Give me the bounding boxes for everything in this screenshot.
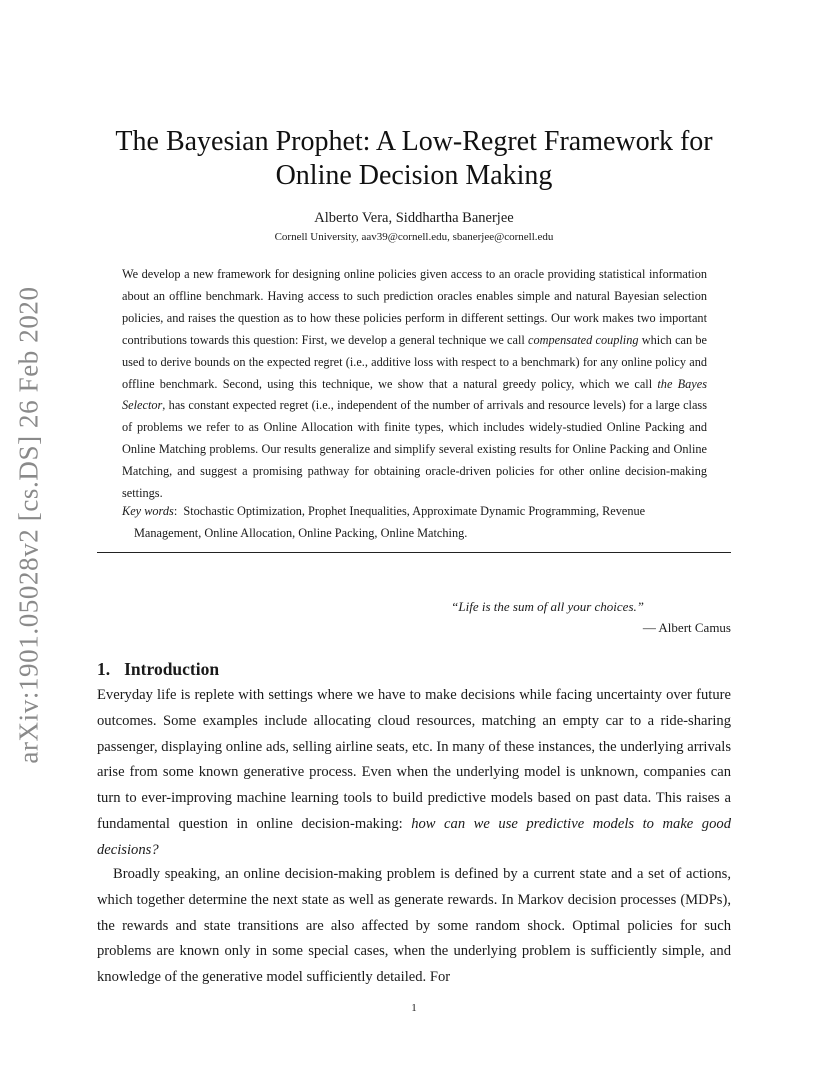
section-number: 1. [97,659,111,679]
keywords-line-2: Management, Online Allocation, Online Packing, Online Matching. [134,526,468,540]
section-heading [97,659,219,680]
epigraph-author: — Albert Camus [642,620,731,635]
abstract-text-1: We develop a new framework for designing online policies given access to an oracle providing statistical information about an offline benchmark. Having access to such prediction oracles enables simple and natural Bayesian selection policies, and raises the question as to how these policies perform in different settings. Our work makes two important contributions towards this question: First, we develop a general technique we call [122,267,707,347]
intro-paragraph-1-emphasis: how can we use predictive models to make good decisions? [97,815,731,858]
abstract-emphasis-1: compensated coupling [528,332,639,347]
paper-title-line-2: Online Decision Making [275,160,553,191]
paper-title [80,125,748,193]
author-names: Alberto Vera, Siddhartha Banerjee [314,210,514,226]
abstract-divider [97,552,731,553]
paper-title-line-1: The Bayesian Prophet: A Low-Regret Framework for [115,126,713,157]
abstract-text-2: which can be used to derive bounds on the expected regret (i.e., additive loss with respect to a benchmark) for any online policy and offline benchmark. Second, using this technique, we show that a natural greedy policy, which we call [122,332,707,391]
keywords: Key words: Stochastic Optimization, Prophet Inequalities, Approximate Dynamic Programming, Revenue Management, Online Allocation, Online Packing, Online Matching. [122,500,707,544]
page-number: 1 [411,1002,417,1014]
epigraph-quote: “Life is the sum of all your choices.” [451,599,644,614]
keywords-line-1: Stochastic Optimization, Prophet Inequalities, Approximate Dynamic Programming, Revenue [183,504,646,518]
keywords-label: Key words [122,504,174,518]
author-affiliation: Cornell University, aav39@cornell.edu, sbanerjee@cornell.edu [274,231,554,243]
abstract-text-3: , has constant expected regret (i.e., independent of the number of arrivals and resource levels) for a large class of problems we refer to as Online Allocation with finite types, which includes widely-studied Online Packing and Online Matching problems. Our results generalize and simplify several existing results for Online Packing and Online Matching, and suggest a promising pathway for obtaining oracle-driven policies for other online decision-making settings. [122,398,707,501]
intro-paragraph-1-text: Everyday life is replete with settings where we have to make decisions while facing uncertainty over future outcomes. Some examples include allocating cloud resources, matching an empty car to a ride-sharing passenger, displaying online ads, selling airline seats, etc. In many of these instances, the underlying arrivals arise from some known generative process. Even when the underlying model is unknown, companies can turn to ever-improving machine learning tools to build predictive models based on past data. This raises a fundamental question in online decision-making: [97,687,731,832]
abstract-emphasis-2: the Bayes Selector [122,376,707,413]
intro-paragraph-1 [97,683,731,864]
arxiv-identifier-stamp [9,286,49,764]
section-title: Introduction [124,659,220,679]
arxiv-identifier-text: arXiv:1901.05028v2 [cs.DS] 26 Feb 2020 [13,286,44,764]
abstract [122,264,707,505]
intro-paragraph-2: Broadly speaking, an online decision-making problem is defined by a current state and a set of actions, which together determine the next state as well as generate rewards. In Markov decision processes (MDPs), the rewards and state transitions are also affected by some random shock. Optimal policies for such problems are known only in some special cases, when the underlying problem is sufficiently simple, and knowledge of the generative model sufficiently detailed. For [97,866,731,986]
